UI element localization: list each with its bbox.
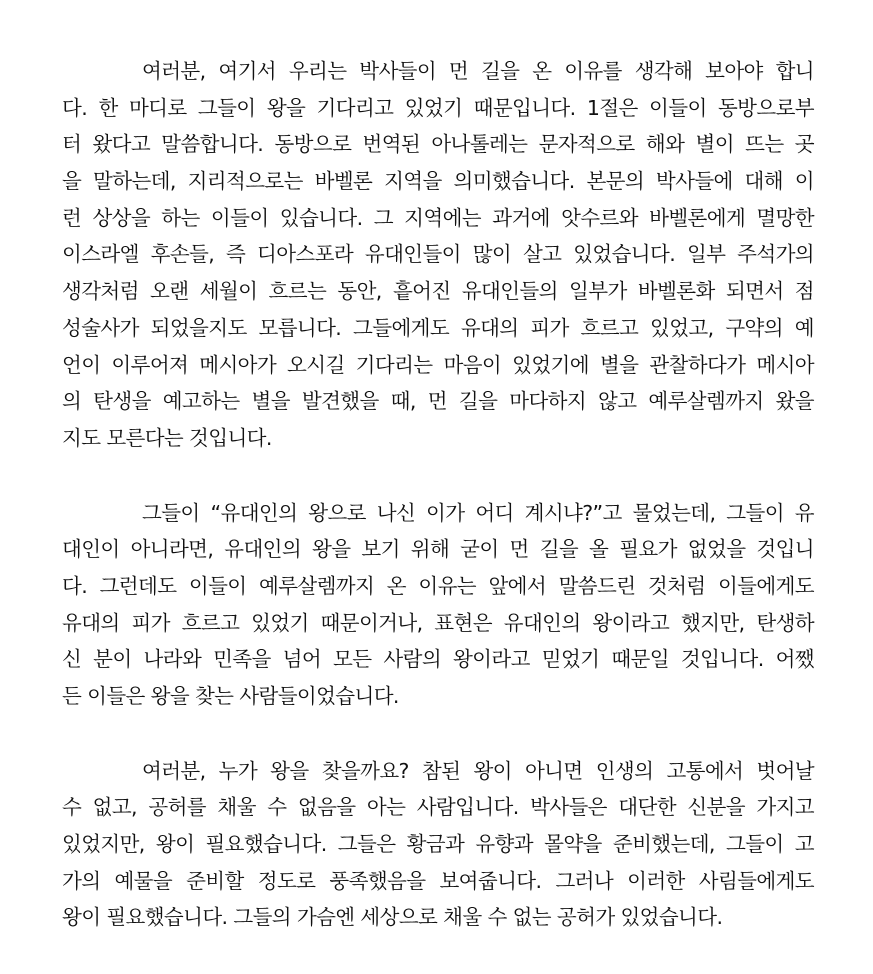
paragraph-1 <box>62 53 814 457</box>
text-line: 그들이 “유대인의 왕으로 나신 이가 어디 계시냐?”고 물었는데, 그들이 유 <box>142 500 814 525</box>
text-line: 언이 이루어져 메시아가 오시길 기다리는 마음이 있었기에 별을 관찰하다가 메시아 <box>62 352 814 377</box>
text-line: 을 말하는데, 지리적으로는 바벨론 지역을 의미했습니다. 본문의 박사들에 대해 이 <box>62 169 814 194</box>
text-line: 이스라엘 후손들, 즉 디아스포라 유대인들이 많이 살고 있었습니다. 일부 주석가의 <box>62 242 814 267</box>
text-line: 여러분, 여기서 우리는 박사들이 먼 길을 온 이유를 생각해 보아야 합니 <box>142 59 814 83</box>
text-line: 런 상상을 하는 이들이 있습니다. 그 지역에는 과거에 앗수르와 바벨론에게 멸망한 <box>62 205 814 230</box>
text-line: 수 없고, 공허를 채울 수 없음을 아는 사람입니다. 박사들은 대단한 신분을 가지고 <box>62 795 814 820</box>
text-line: 다. 한 마디로 그들이 왕을 기다리고 있었기 때문입니다. 1절은 이들이 동방으로부 <box>62 95 814 120</box>
text-line: 여러분, 누가 왕을 찾을까요? 참된 왕이 아니면 인생의 고통에서 벗어날 <box>142 758 814 783</box>
text-line: 신 분이 나라와 민족을 넘어 모든 사람의 왕이라고 믿었기 때문일 것입니다. 어쨌 <box>62 647 814 672</box>
text-line: 다. 그런데도 이들이 예루살렘까지 온 이유는 앞에서 말씀드린 것처럼 이들에게도 <box>62 573 814 598</box>
document-body <box>62 53 814 974</box>
text-line: 있었지만, 왕이 필요했습니다. 그들은 황금과 유향과 몰약을 준비했는데, 그들이 고 <box>62 832 814 857</box>
text-line: 대인이 아니라면, 유대인의 왕을 보기 위해 굳이 먼 길을 올 필요가 없었을 것입니 <box>62 537 814 562</box>
paragraph-2 <box>62 495 814 715</box>
text-line: 가의 예물을 준비할 정도로 풍족했음을 보여줍니다. 그러나 이러한 사림들에게도 <box>62 868 814 893</box>
text-line: 든 이들은 왕을 찾는 사람들이었습니다. <box>62 684 399 708</box>
text-line: 터 왔다고 말씀합니다. 동방으로 번역된 아나톨레는 문자적으로 해와 별이 뜨는 곳 <box>62 132 814 157</box>
text-line: 유대의 피가 흐르고 있었기 때문이거나, 표현은 유대인의 왕이라고 했지만, 탄생하 <box>62 610 814 635</box>
text-line: 생각처럼 오랜 세월이 흐르는 동안, 흩어진 유대인들의 일부가 바벨론화 되면서 점 <box>62 279 814 304</box>
text-line: 지도 모른다는 것입니다. <box>62 425 272 450</box>
text-line: 성술사가 되었을지도 모릅니다. 그들에게도 유대의 피가 흐르고 있었고, 구약의 예 <box>62 315 814 340</box>
text-line: 의 탄생을 예고하는 별을 발견했을 때, 먼 길을 마다하지 않고 예루살렘까지 왔을 <box>62 389 814 414</box>
paragraph-3 <box>62 753 814 936</box>
text-line: 왕이 필요했습니다. 그들의 가슴엔 세상으로 채울 수 없는 공허가 있었습니다. <box>62 905 723 930</box>
